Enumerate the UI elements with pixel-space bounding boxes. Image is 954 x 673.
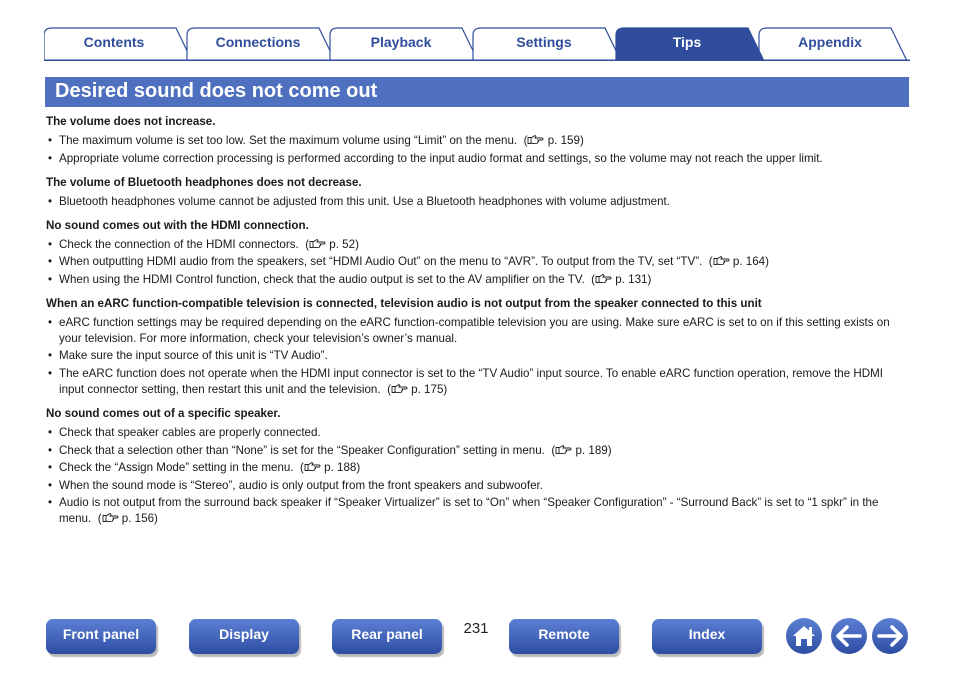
- list-item: • Appropriate volume correction processing is performed according to the input audio format and settings, so the volume may not reach the upper limit.: [48, 151, 823, 165]
- list-item: • eARC function settings may be required depending on the eARC function-compatible television you are using. Make sure eARC is set to on if this setting exists on your television. For more information, check your television’s owner’s manual.: [48, 315, 890, 345]
- section-heading: No sound comes out with the HDMI connection.: [46, 218, 309, 232]
- page-reference-link[interactable]: ( p. 188): [300, 461, 361, 475]
- list-item: • When using the HDMI Control function, check that the audio output is set to the AV amplifier on the TV. ( p. 131): [48, 272, 652, 286]
- tab-tips-label: Tips: [672, 34, 702, 50]
- section-heading: The volume of Bluetooth headphones does not decrease.: [46, 175, 362, 189]
- front-panel-button[interactable]: Front panel: [46, 619, 156, 654]
- arrow-left-icon[interactable]: [830, 617, 868, 655]
- page-number: 231: [463, 620, 489, 637]
- pointing-hand-icon: [555, 444, 572, 455]
- list-item: • Check the connection of the HDMI connectors. ( p. 52): [48, 237, 359, 251]
- tab-contents-label: Contents: [83, 34, 145, 50]
- pointing-hand-icon: [309, 238, 326, 249]
- pointing-hand-icon: [304, 461, 321, 472]
- list-item: • Bluetooth headphones volume cannot be adjusted from this unit. Use a Bluetooth headphones with volume adjustment.: [48, 194, 670, 208]
- page-reference-link[interactable]: ( p. 159): [523, 134, 584, 147]
- list-item: • When the sound mode is “Stereo”, audio is only output from the front speakers and subwoofer.: [48, 478, 543, 492]
- page-reference-link[interactable]: ( p. 156): [97, 512, 158, 526]
- home-icon[interactable]: [785, 617, 823, 655]
- tab-settings-label: Settings: [516, 34, 572, 50]
- page-reference-link[interactable]: ( p. 131): [591, 272, 652, 286]
- tab-contents[interactable]: [44, 27, 189, 61]
- pointing-hand-icon: [595, 273, 612, 284]
- tab-appendix-label: Appendix: [798, 34, 862, 50]
- pointing-hand-icon: [527, 134, 544, 145]
- page-reference-link[interactable]: ( p. 189): [551, 443, 612, 457]
- list-item: • Check that a selection other than “None” is set for the “Speaker Configuration” setting in menu. ( p. 189): [48, 443, 612, 457]
- arrow-right-icon[interactable]: [871, 617, 909, 655]
- list-item: • Check the “Assign Mode” setting in the menu. ( p. 188): [48, 461, 361, 475]
- list-item: • Check that speaker cables are properly connected.: [48, 425, 321, 439]
- list-item: • When outputting HDMI audio from the speakers, set “HDMI Audio Out” on the menu to “AVR”. To output from the TV, set “TV”. ( p. 164): [48, 255, 769, 269]
- tab-connections-label: Connections: [215, 34, 301, 50]
- tab-tips[interactable]: [618, 27, 761, 61]
- list-item: • The eARC function does not operate when the HDMI input connector is set to the “TV Audio” input source. To enable eARC function operation, remove the HDMI input connector setting, then restart this unit and the television. ( p. 175): [48, 366, 884, 396]
- item-list: [46, 194, 908, 210]
- rear-panel-button[interactable]: Rear panel: [332, 619, 442, 654]
- tab-appendix[interactable]: [761, 27, 910, 61]
- page-title: Desired sound does not come out: [45, 77, 909, 107]
- remote-button[interactable]: Remote: [509, 619, 619, 654]
- content-area: [46, 114, 908, 529]
- list-item: • Make sure the input source of this unit is “TV Audio”.: [48, 349, 328, 363]
- index-button[interactable]: Index: [652, 619, 762, 654]
- page-reference-link[interactable]: ( p. 175): [387, 382, 448, 396]
- section-heading: When an eARC function-compatible television is connected, television audio is not output from the speaker connected to this unit: [46, 296, 762, 310]
- section-heading: No sound comes out of a specific speaker.: [46, 406, 281, 420]
- item-list: [46, 133, 908, 167]
- pointing-hand-icon: [713, 255, 730, 266]
- page-reference-link[interactable]: ( p. 52): [305, 237, 359, 251]
- list-item: • The maximum volume is set too low. Set the maximum volume using “Limit” on the menu. ( p. 159): [48, 134, 584, 147]
- section-heading: The volume does not increase.: [46, 115, 216, 128]
- tab-bar: [44, 27, 910, 61]
- item-list: [46, 425, 908, 527]
- page-reference-link[interactable]: ( p. 164): [708, 255, 769, 269]
- display-button[interactable]: Display: [189, 619, 299, 654]
- pointing-hand-icon: [391, 383, 408, 394]
- pointing-hand-icon: [102, 512, 119, 523]
- item-list: [46, 237, 908, 288]
- item-list: [46, 315, 908, 398]
- tab-connections[interactable]: [189, 27, 332, 61]
- tab-playback[interactable]: [332, 27, 475, 61]
- tab-settings[interactable]: [475, 27, 618, 61]
- tab-playback-label: Playback: [370, 34, 432, 50]
- list-item: • Audio is not output from the surround back speaker if “Speaker Virtualizer” is set to “On” when “Speaker Configuration” - “Surround Back” is set to “1 spkr” in the menu. ( p. 156): [48, 496, 879, 526]
